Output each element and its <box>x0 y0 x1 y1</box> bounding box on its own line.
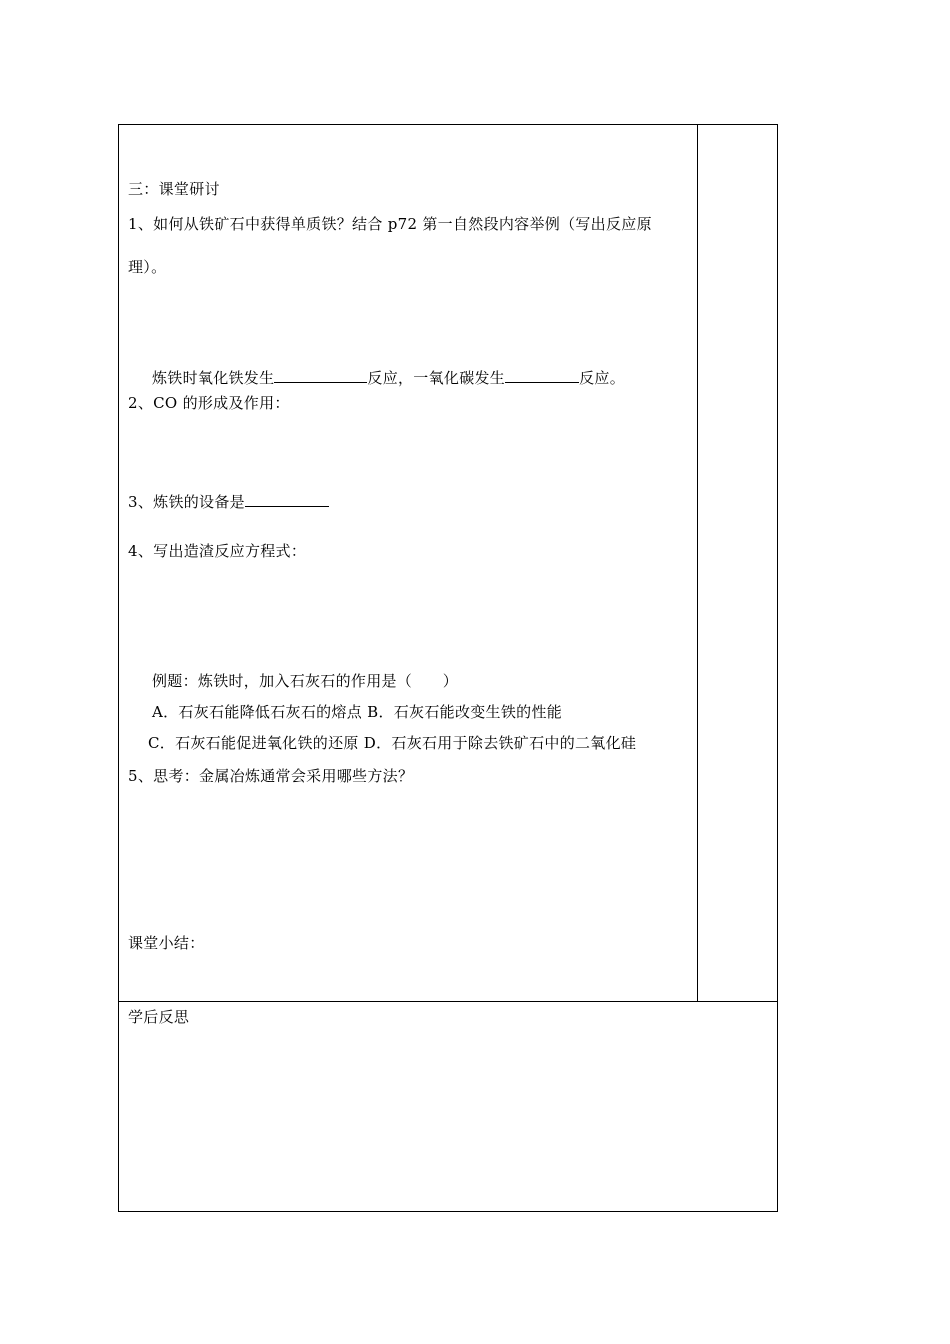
option-b: B．石灰石能改变生铁的性能 <box>367 703 563 721</box>
question-3 <box>128 491 329 512</box>
question-5: 5、思考：金属冶炼通常会采用哪些方法？ <box>128 767 414 785</box>
question-3-text: 3、炼铁的设备是 <box>128 493 245 511</box>
question-1-line-2: 理）。 <box>128 258 167 276</box>
answer-blank-2[interactable] <box>505 367 579 383</box>
column-divider <box>697 125 698 1001</box>
answer-blank-3[interactable] <box>245 491 329 507</box>
fill-prefix: 炼铁时氧化铁发生 <box>152 369 275 387</box>
question-4: 4、写出造渣反应方程式： <box>128 542 307 560</box>
option-a: A．石灰石能降低石灰石的熔点 <box>152 703 363 721</box>
reflection-label: 学后反思 <box>128 1008 190 1026</box>
question-1-line-1: 1、如何从铁矿石中获得单质铁？结合 p72 第一自然段内容举例（写出反应原 <box>128 215 652 233</box>
option-d: D．石灰石用于除去铁矿石中的二氧化硅 <box>363 734 637 752</box>
fill-suffix: 反应。 <box>579 369 626 387</box>
example-options-ab <box>152 702 562 722</box>
question-2: 2、CO 的形成及作用： <box>128 394 290 412</box>
summary-label: 课堂小结： <box>128 934 205 952</box>
option-c: C．石灰石能促进氧化铁的还原 <box>148 734 359 752</box>
worksheet-table <box>118 124 778 1212</box>
example-stem: 例题：炼铁时，加入石灰石的作用是（ ） <box>152 672 459 690</box>
fill-mid: 反应，一氧化碳发生 <box>367 369 506 387</box>
row-divider <box>119 1001 777 1002</box>
answer-blank-1[interactable] <box>274 367 367 383</box>
question-1-fill-in <box>152 367 625 388</box>
section-heading: 三：课堂研讨 <box>128 180 220 198</box>
example-options-cd <box>148 733 636 753</box>
